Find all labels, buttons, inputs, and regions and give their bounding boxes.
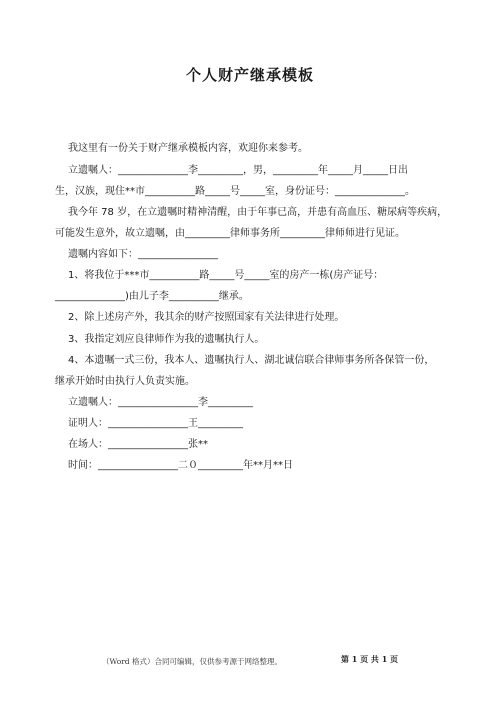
content-heading: 遗嘱内容如下：________________ — [68, 249, 218, 260]
document-title: 个人财产继承模板 — [185, 66, 314, 84]
clause-4-line-1: 4、本遗嘱一式三份，我本人、遗嘱执行人、湖北诚信联合律师事务所各保管一份， — [68, 355, 435, 366]
clause-1-line-1: 1、将我位于***市__________路_____号_____室的房产一栋(房产证号： — [68, 270, 384, 281]
testator-line: 立遗嘱人：______________李_________，男，_________年_____月_____日出 — [68, 165, 408, 176]
statement-line-1: 我今年 78 岁，在立遗嘱时精神清醒，由于年事已高，并患有高血压、糖尿病等疾病， — [68, 207, 448, 218]
residence-line: 生，汉族，现住**市__________路_____号_____室，身份证号：______________。 — [55, 186, 415, 197]
footer-note: （Word 格式）合同可编辑，仅供参考源于网络整理。 — [102, 657, 282, 666]
signature-date: 时间：________________二０_________年**月**日 — [68, 460, 293, 471]
page-number: 第 1 页 共 1 页 — [341, 654, 399, 664]
clause-1-line-2: ______________)由儿子李__________继承。 — [55, 291, 249, 302]
clause-4-line-2: 继承开始时由执行人负责实施。 — [55, 376, 195, 387]
signature-present: 在场人：________________张** — [68, 439, 208, 450]
statement-line-2: 可能发生意外，故立遗嘱，由_________律师事务所_________律师师进行见证。 — [55, 228, 405, 239]
intro-line: 我这里有一份关于财产继承模板内容，欢迎你来参考。 — [68, 143, 308, 154]
signature-testator: 立遗嘱人：________________李_________ — [68, 397, 253, 408]
clause-3: 3、我指定刘应良律师作为我的遗嘱执行人。 — [68, 334, 265, 345]
clause-2: 2、除上述房产外，我其余的财产按照国家有关法律进行处理。 — [68, 312, 345, 323]
signature-witness: 证明人：________________王_________ — [68, 418, 243, 429]
